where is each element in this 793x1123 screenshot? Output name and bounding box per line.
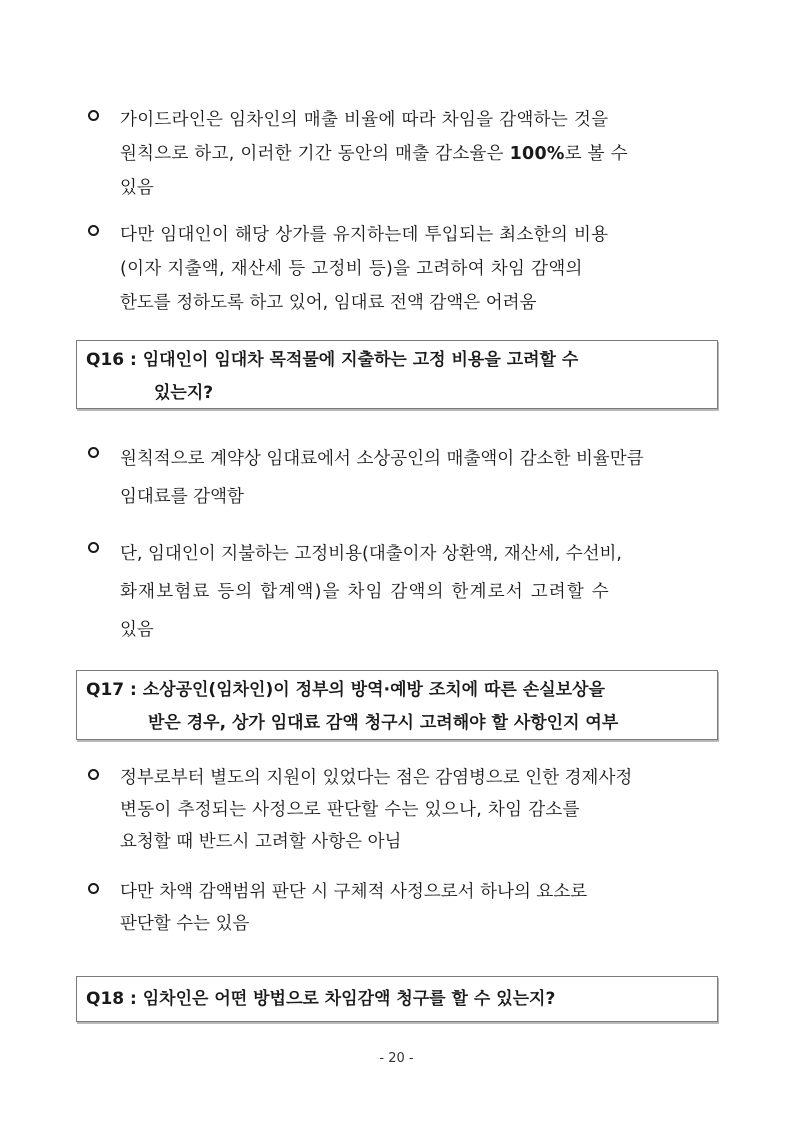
bullet-item	[88, 876, 724, 940]
circle-bullet-icon	[88, 542, 99, 553]
bullet-line: 다만 차액 감액범위 판단 시 구체적 사정으로서 하나의 요소로	[120, 882, 588, 902]
circle-bullet-icon	[88, 883, 99, 894]
bullet-line: 가이드라인은 임차인의 매출 비율에 따라 차임을 감액하는 것을	[120, 110, 609, 130]
bullet-text: 로 볼 수	[564, 144, 628, 164]
question-title: Q18 : 임차인은 어떤 방법으로 차임감액 청구를 할 수 있는지?	[86, 989, 556, 1009]
question-title-cont: 있는지?	[154, 383, 214, 403]
question-box-q16	[76, 340, 718, 409]
bullet-item	[88, 103, 724, 205]
bullet-text: 원칙으로 하고, 이러한 기간 동안의 매출 감소율은	[120, 144, 510, 164]
bullet-line: 있음	[120, 178, 154, 198]
bullet-item	[88, 762, 724, 858]
bullet-line: 원칙적으로 계약상 임대료에서 소상공인의 매출액이 감소한 비율만큼	[120, 449, 644, 469]
circle-bullet-icon	[88, 110, 99, 121]
question-title: Q17 : 소상공인(임차인)이 정부의 방역·예방 조치에 따른 손실보상을	[86, 680, 605, 700]
circle-bullet-icon	[88, 769, 99, 780]
bullet-line: 변동이 추정되는 사정으로 판단할 수는 있으나, 차임 감소를	[120, 800, 580, 820]
bullet-item	[88, 535, 724, 649]
bullet-line: 단, 임대인이 지불하는 고정비용(대출이자 상환액, 재산세, 수선비,	[120, 544, 622, 564]
bullet-line: 임대료를 감액함	[120, 487, 244, 507]
page-number: - 20 -	[379, 1051, 414, 1066]
bullet-item	[88, 440, 724, 516]
bullet-line: 판단할 수는 있음	[120, 914, 250, 934]
bullet-line: 있음	[120, 620, 154, 640]
bullet-item	[88, 218, 724, 320]
question-title: Q16 : 임대인이 임대차 목적물에 지출하는 고정 비용을 고려할 수	[86, 350, 579, 370]
question-box-q18	[76, 976, 718, 1022]
bullet-line: 한도를 정하도록 하고 있어, 임대료 전액 감액은 어려움	[120, 293, 537, 313]
bullet-line: 정부로부터 별도의 지원이 있었다는 점은 감염병으로 인한 경제사정	[120, 768, 633, 788]
bullet-line: (이자 지출액, 재산세 등 고정비 등)을 고려하여 차임 감액의	[120, 259, 583, 279]
bullet-line	[120, 137, 724, 171]
bullet-text-bold: 100%	[509, 144, 565, 164]
bullet-line: 다만 임대인이 해당 상가를 유지하는데 투입되는 최소한의 비용	[120, 225, 609, 245]
circle-bullet-icon	[88, 447, 99, 458]
question-box-q17	[76, 670, 718, 740]
question-title-cont: 받은 경우, 상가 임대료 감액 청구시 고려해야 할 사항인지 여부	[148, 713, 619, 733]
bullet-line: 화재보험료 등의 합계액)을 차임 감액의 한계로서 고려할 수	[120, 582, 610, 602]
bullet-line: 요청할 때 반드시 고려할 사항은 아님	[120, 832, 402, 852]
circle-bullet-icon	[88, 225, 99, 236]
